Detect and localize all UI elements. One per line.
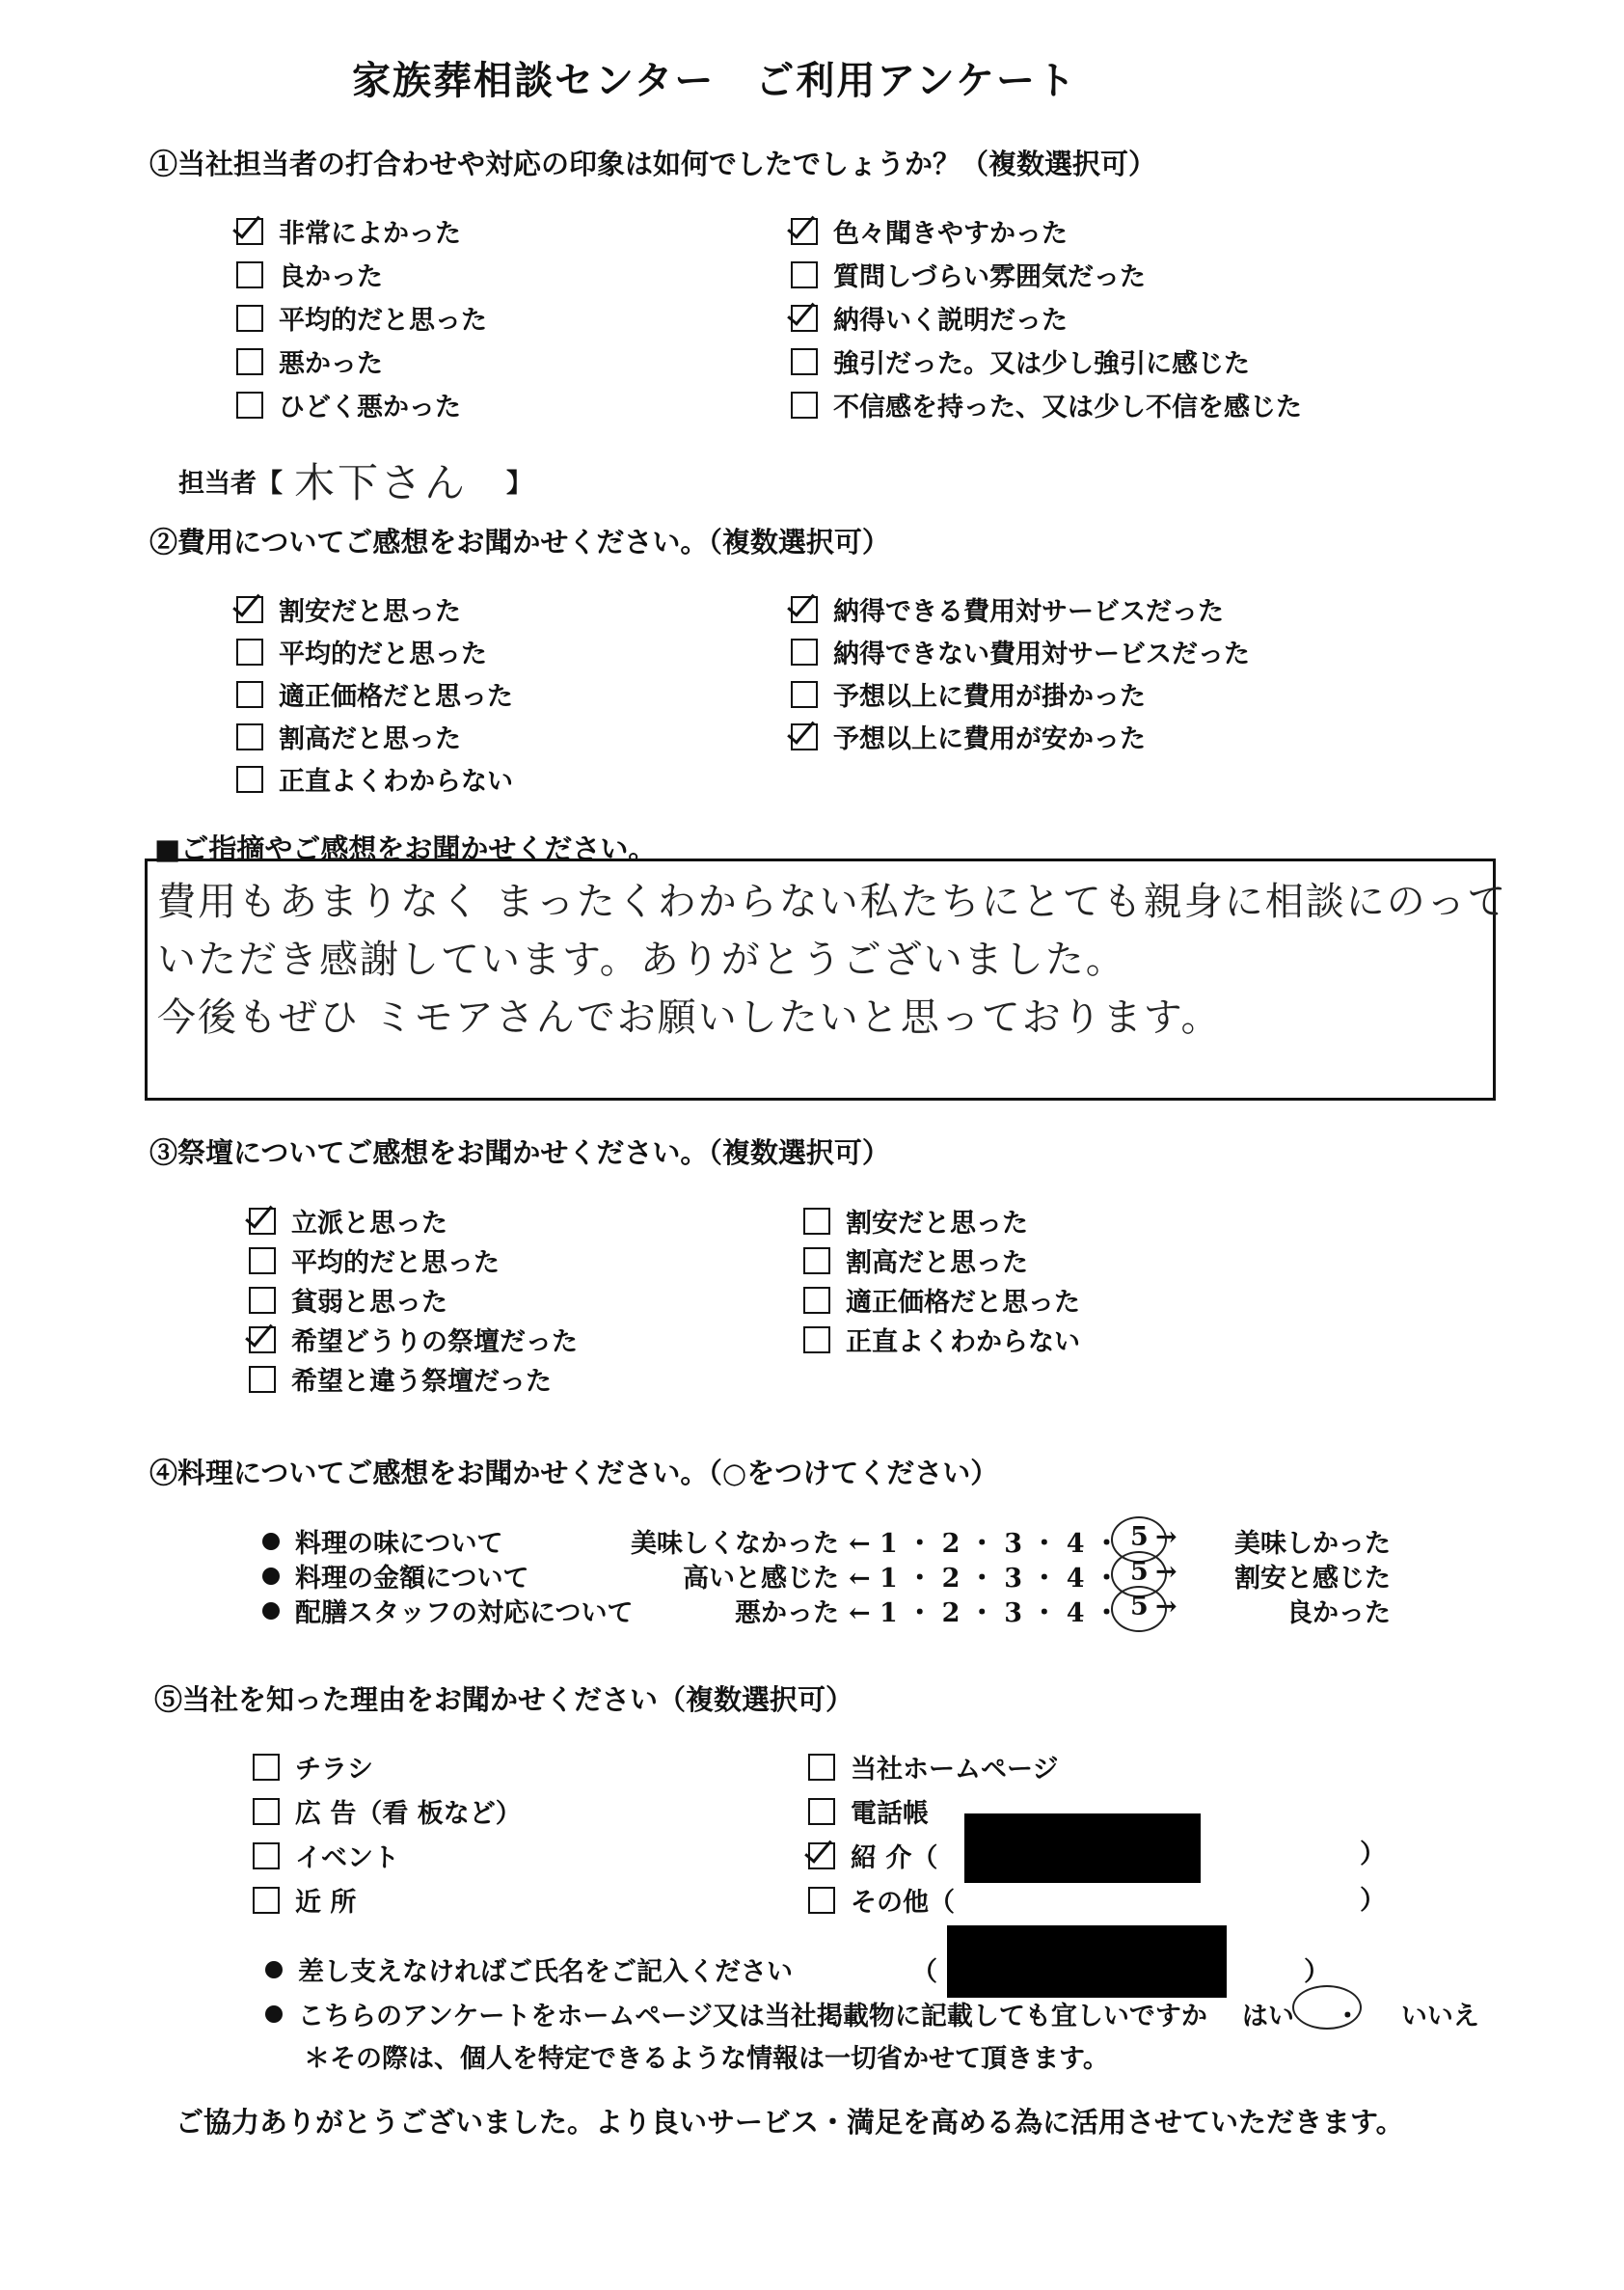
checkbox-icon[interactable] xyxy=(791,392,818,419)
q4-arrow: → xyxy=(1155,1522,1177,1552)
q3-left-option[interactable] xyxy=(249,1360,552,1398)
q4-heading: ④料理についてご感想をお聞かせください。（○をつけてください） xyxy=(149,1457,999,1489)
q2-right-option[interactable] xyxy=(791,590,1224,628)
footer-message: ご協力ありがとうございました。より良いサービス・満足を高める為に活用させていただきます。 xyxy=(176,2106,1404,2139)
publish-sep: ・ xyxy=(1334,2002,1361,2031)
q1-left-option[interactable] xyxy=(236,386,461,423)
q3-right-option-label: 割安だと思った xyxy=(846,1209,1028,1239)
publish-yes[interactable]: はい xyxy=(1241,2002,1294,2031)
checkbox-icon[interactable] xyxy=(249,1208,276,1235)
bullet-icon xyxy=(265,1961,283,1978)
q3-heading: ③祭壇についてご感想をお聞かせください。（複数選択可） xyxy=(149,1136,890,1169)
q4-row-label-text: 料理の味について xyxy=(295,1529,503,1559)
checkbox-icon[interactable] xyxy=(253,1842,280,1869)
q4-high-label: 良かった xyxy=(1286,1598,1391,1628)
q4-row-label xyxy=(262,1522,502,1560)
q5-left-option[interactable] xyxy=(253,1837,399,1874)
q1-right-option-label: 質問しづらい雰囲気だった xyxy=(833,262,1146,292)
q3-left-option[interactable] xyxy=(249,1281,447,1319)
q3-left-option-label: 希望と違う祭壇だった xyxy=(291,1367,552,1397)
q4-selected-value[interactable]: 5 xyxy=(1130,1522,1149,1552)
q1-right-option-label: 強引だった。又は少し強引に感じた xyxy=(833,349,1250,379)
q3-right-option-label: 正直よくわからない xyxy=(846,1327,1080,1357)
q4-selected-value[interactable]: 5 xyxy=(1130,1592,1149,1622)
staff-value[interactable]: 木下さん xyxy=(294,459,469,506)
checkbox-icon[interactable] xyxy=(253,1754,280,1781)
q5-left-option-label: チラシ xyxy=(295,1755,373,1785)
q2-right-option-label: 予想以上に費用が安かった xyxy=(833,724,1146,754)
q2-left-option-label: 割安だと思った xyxy=(279,597,461,627)
name-prompt-row xyxy=(265,1950,793,1988)
q4-selected-value[interactable]: 5 xyxy=(1130,1557,1149,1587)
q5-right-option-label: 電話帳 xyxy=(851,1799,929,1829)
checkbox-icon[interactable] xyxy=(808,1798,835,1825)
q1-left-option-label: 良かった xyxy=(279,262,383,292)
comment-line-1: 費用もあまりなく まったくわからない私たちにとても親身に相談にのって xyxy=(157,880,1508,924)
q2-right-option-label: 予想以上に費用が掛かった xyxy=(833,682,1146,712)
q2-right-option[interactable] xyxy=(791,718,1146,755)
q1-right-option-label: 色々聞きやすかった xyxy=(833,219,1068,249)
name-open: （ xyxy=(911,1957,937,1987)
q5-right-option-label: その他（ xyxy=(851,1888,955,1918)
q5-left-option[interactable] xyxy=(253,1881,356,1919)
checkbox-icon[interactable] xyxy=(253,1798,280,1825)
survey-title: 家族葬相談センター ご利用アンケート xyxy=(352,58,1077,103)
comment-box[interactable] xyxy=(145,859,1508,1101)
publish-prompt: こちらのアンケートをホームページ又は当社掲載物に記載しても宜しいですか xyxy=(298,2002,1207,2031)
q1-left-option[interactable] xyxy=(236,256,383,293)
q5-right-option[interactable] xyxy=(808,1837,937,1874)
q4-selection-circle xyxy=(1111,1586,1167,1632)
q2-left-option[interactable] xyxy=(236,760,513,798)
q4-low-label: 高いと感じた xyxy=(683,1564,839,1594)
bullet-icon xyxy=(262,1602,280,1620)
name-redaction[interactable] xyxy=(947,1925,1227,1998)
q4-row-label-text: 配膳スタッフの対応について xyxy=(295,1598,634,1628)
q5-left-option-label: イベント xyxy=(295,1843,399,1873)
q1-heading: ①当社担当者の打合わせや対応の印象は如何でしたでしょうか？（複数選択可） xyxy=(149,148,1157,180)
checkbox-icon[interactable] xyxy=(236,218,263,245)
checkbox-icon[interactable] xyxy=(808,1754,835,1781)
q4-low-label: 美味しくなかった xyxy=(631,1529,839,1559)
checkbox-icon[interactable] xyxy=(236,348,263,375)
q4-row-label xyxy=(262,1557,528,1595)
name-prompt: 差し支えなければご氏名をご記入ください xyxy=(298,1957,793,1987)
q5-right-option-label: 紹 介（ xyxy=(851,1843,938,1873)
q2-right-option-label: 納得できる費用対サービスだった xyxy=(833,597,1224,627)
publish-no[interactable]: いいえ xyxy=(1400,2002,1479,2031)
q3-left-option[interactable] xyxy=(249,1241,500,1279)
checkbox-icon[interactable] xyxy=(249,1366,276,1393)
q4-low-label: 悪かった xyxy=(735,1598,839,1628)
q1-left-option-label: 非常によかった xyxy=(279,219,461,249)
q4-row-label-text: 料理の金額について xyxy=(295,1564,529,1594)
q4-scale[interactable]: ← 1 ・ 2 ・ 3 ・ 4 ・ xyxy=(849,1529,1120,1559)
q2-right-option[interactable] xyxy=(791,675,1146,713)
checkbox-icon[interactable] xyxy=(236,261,263,288)
checkbox-icon[interactable] xyxy=(236,596,263,623)
q3-left-option-label: 希望どうりの祭壇だった xyxy=(291,1327,578,1357)
q1-right-option-label: 不信感を持った、又は少し不信を感じた xyxy=(833,393,1302,423)
checkbox-icon[interactable] xyxy=(249,1247,276,1274)
bullet-icon xyxy=(265,2005,283,2023)
checkbox-icon[interactable] xyxy=(803,1208,830,1235)
referral-close: ） xyxy=(1360,1840,1386,1869)
checkbox-icon[interactable] xyxy=(803,1247,830,1274)
q5-right-option[interactable] xyxy=(808,1881,955,1919)
q5-right-option[interactable] xyxy=(808,1748,1058,1786)
q1-left-option[interactable] xyxy=(236,212,461,250)
redaction-block xyxy=(964,1813,1201,1883)
q3-right-option[interactable] xyxy=(803,1321,1080,1358)
checkbox-icon[interactable] xyxy=(791,218,818,245)
q3-left-option-label: 立派と思った xyxy=(291,1209,447,1239)
q4-high-label: 割安と感じた xyxy=(1234,1564,1391,1594)
q3-left-option-label: 貧弱と思った xyxy=(291,1288,447,1318)
staff-label: 担当者【 xyxy=(178,468,283,499)
q4-scale[interactable]: ← 1 ・ 2 ・ 3 ・ 4 ・ xyxy=(849,1564,1120,1594)
q2-right-option-label: 納得できない費用対サービスだった xyxy=(833,640,1250,669)
q4-row-label xyxy=(262,1592,633,1629)
checkbox-icon[interactable] xyxy=(236,639,263,666)
q2-left-option-label: 割高だと思った xyxy=(279,724,461,754)
q3-left-option-label: 平均的だと思った xyxy=(291,1248,500,1278)
staff-close: 】 xyxy=(506,468,533,499)
checkbox-icon[interactable] xyxy=(236,723,263,750)
checkbox-icon[interactable] xyxy=(803,1326,830,1353)
q4-scale[interactable]: ← 1 ・ 2 ・ 3 ・ 4 ・ xyxy=(849,1598,1120,1628)
q3-right-option-label: 割高だと思った xyxy=(846,1248,1028,1278)
q2-right-option[interactable] xyxy=(791,633,1250,670)
q1-right-option[interactable] xyxy=(791,212,1068,250)
checkbox-icon[interactable] xyxy=(236,681,263,708)
q5-left-option[interactable] xyxy=(253,1792,522,1830)
other-close: ） xyxy=(1360,1886,1386,1916)
q4-high-label: 美味しかった xyxy=(1234,1529,1391,1559)
q1-right-option-label: 納得いく説明だった xyxy=(833,306,1068,336)
q2-left-option[interactable] xyxy=(236,718,461,755)
checkbox-icon[interactable] xyxy=(791,596,818,623)
q2-heading: ②費用についてご感想をお聞かせください。（複数選択可） xyxy=(149,526,890,559)
publish-yes-circle xyxy=(1292,1985,1362,2030)
q2-left-option[interactable] xyxy=(236,590,461,628)
q2-left-option[interactable] xyxy=(236,633,487,670)
publish-note: ＊その際は、個人を特定できるような情報は一切省かせて頂きます。 xyxy=(304,2044,1109,2074)
checkbox-icon[interactable] xyxy=(249,1287,276,1314)
q5-right-option[interactable] xyxy=(808,1792,929,1830)
q4-arrow: → xyxy=(1155,1592,1177,1622)
checkbox-icon[interactable] xyxy=(236,766,263,793)
bullet-icon xyxy=(262,1533,280,1550)
checkbox-icon[interactable] xyxy=(253,1887,280,1914)
comment-heading: ■ご指摘やご感想をお聞かせください。 xyxy=(154,832,657,865)
checkbox-icon[interactable] xyxy=(791,681,818,708)
q1-left-option[interactable] xyxy=(236,299,487,337)
q2-left-option[interactable] xyxy=(236,675,513,713)
name-close: ） xyxy=(1304,1957,1330,1987)
checkbox-icon[interactable] xyxy=(808,1887,835,1914)
q3-left-option[interactable] xyxy=(249,1202,447,1240)
q1-left-option-label: 悪かった xyxy=(279,349,383,379)
checkbox-icon[interactable] xyxy=(791,305,818,332)
checkbox-icon[interactable] xyxy=(236,392,263,419)
checkbox-icon[interactable] xyxy=(249,1326,276,1353)
checkbox-icon[interactable] xyxy=(791,261,818,288)
q3-right-option[interactable] xyxy=(803,1281,1080,1319)
bullet-icon xyxy=(262,1568,280,1585)
q5-heading: ⑤当社を知った理由をお聞かせください（複数選択可） xyxy=(154,1683,854,1716)
q5-right-option-label: 当社ホームページ xyxy=(851,1755,1059,1785)
q1-left-option[interactable] xyxy=(236,342,383,380)
q2-left-option-label: 正直よくわからない xyxy=(279,767,513,797)
comment-line-2: いただき感謝しています。ありがとうございました。 xyxy=(157,938,1126,982)
checkbox-icon[interactable] xyxy=(236,305,263,332)
checkbox-icon[interactable] xyxy=(791,639,818,666)
q5-left-option-label: 広 告（看 板など） xyxy=(295,1799,522,1829)
q2-left-option-label: 平均的だと思った xyxy=(279,640,487,669)
checkbox-icon[interactable] xyxy=(791,348,818,375)
q4-arrow: → xyxy=(1155,1557,1177,1587)
q1-left-option-label: 平均的だと思った xyxy=(279,306,487,336)
checkbox-icon[interactable] xyxy=(791,723,818,750)
q1-right-option[interactable] xyxy=(791,386,1302,423)
checkbox-icon[interactable] xyxy=(803,1287,830,1314)
q1-right-option[interactable] xyxy=(791,342,1250,380)
q3-right-option-label: 適正価格だと思った xyxy=(846,1288,1080,1318)
q5-left-option[interactable] xyxy=(253,1748,373,1786)
checkbox-icon[interactable] xyxy=(808,1842,835,1869)
q2-left-option-label: 適正価格だと思った xyxy=(279,682,513,712)
q3-right-option[interactable] xyxy=(803,1241,1028,1279)
q3-left-option[interactable] xyxy=(249,1321,578,1358)
q3-right-option[interactable] xyxy=(803,1202,1028,1240)
q1-left-option-label: ひどく悪かった xyxy=(279,393,461,423)
q5-left-option-label: 近 所 xyxy=(295,1888,357,1918)
comment-line-3: 今後もぜひ ミモアさんでお願いしたいと思っております。 xyxy=(157,995,1222,1040)
staff-field xyxy=(178,451,532,509)
q1-right-option[interactable] xyxy=(791,256,1146,293)
q1-right-option[interactable] xyxy=(791,299,1068,337)
